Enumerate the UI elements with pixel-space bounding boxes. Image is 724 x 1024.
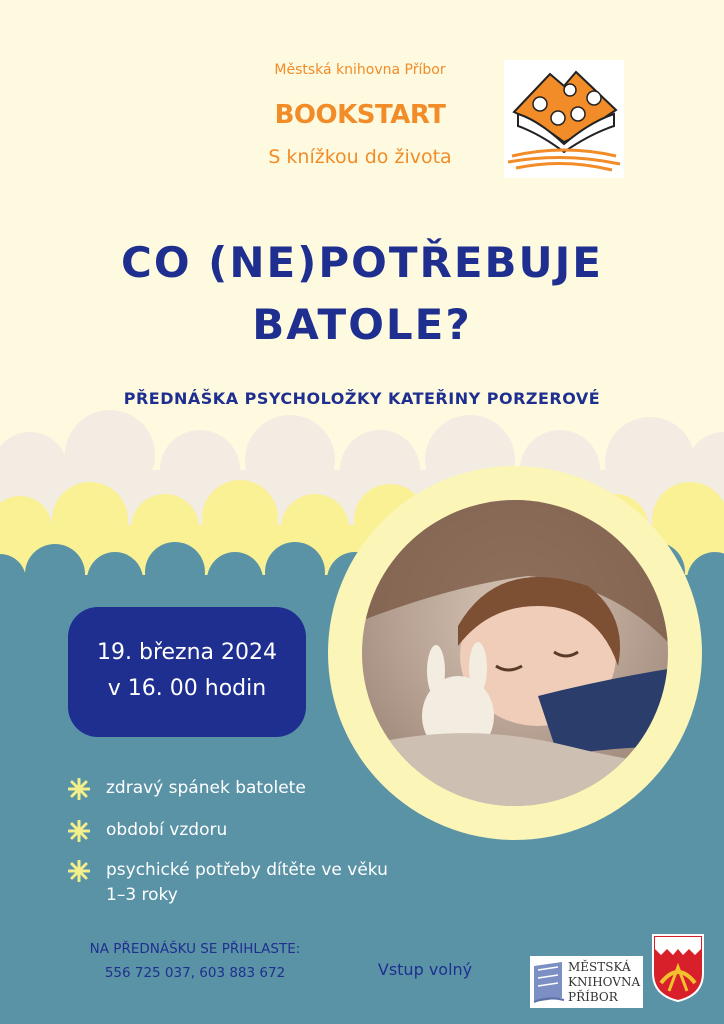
bookstart-title: BOOKSTART bbox=[274, 100, 446, 130]
registration-heading: NA PŘEDNÁŠKU SE PŘIHLASTE: bbox=[89, 941, 301, 957]
registration-contact bbox=[60, 937, 330, 985]
star-bullet-icon bbox=[68, 860, 90, 882]
title-line-2: BATOLE? bbox=[252, 300, 472, 349]
coat-of-arms-icon bbox=[651, 933, 705, 1003]
registration-phones: 556 725 037, 603 883 672 bbox=[104, 965, 286, 981]
topic-label: období vzdoru bbox=[106, 820, 228, 840]
poster-title bbox=[60, 232, 664, 356]
slogan: S knížkou do života bbox=[268, 146, 452, 168]
bookstart-logo bbox=[504, 60, 624, 178]
star-bullet-icon bbox=[68, 778, 90, 800]
library-name: Městská knihovna Příbor bbox=[274, 62, 446, 78]
topic-label: zdravý spánek batolete bbox=[106, 778, 306, 798]
book-icon bbox=[532, 960, 566, 1004]
library-logo bbox=[530, 956, 643, 1008]
star-bullet-icon bbox=[68, 820, 90, 842]
event-date-box bbox=[68, 607, 306, 737]
event-date: 19. března 2024 bbox=[97, 640, 277, 665]
event-time: v 16. 00 hodin bbox=[107, 676, 267, 701]
library-logo-line: MĚSTSKÁ bbox=[568, 960, 631, 974]
library-logo-line: PŘÍBOR bbox=[568, 990, 618, 1004]
free-entry-note: Vstup volný bbox=[377, 960, 473, 979]
topic-label: psychické potřeby dítěte ve věku 1–3 roky bbox=[106, 860, 388, 905]
library-logo-line: KNIHOVNA bbox=[568, 975, 641, 989]
title-line-1: CO (NE)POTŘEBUJE bbox=[121, 238, 603, 287]
lecture-subtitle: PŘEDNÁŠKA PSYCHOLOŽKY KATEŘINY PORZEROVÉ bbox=[123, 389, 601, 408]
